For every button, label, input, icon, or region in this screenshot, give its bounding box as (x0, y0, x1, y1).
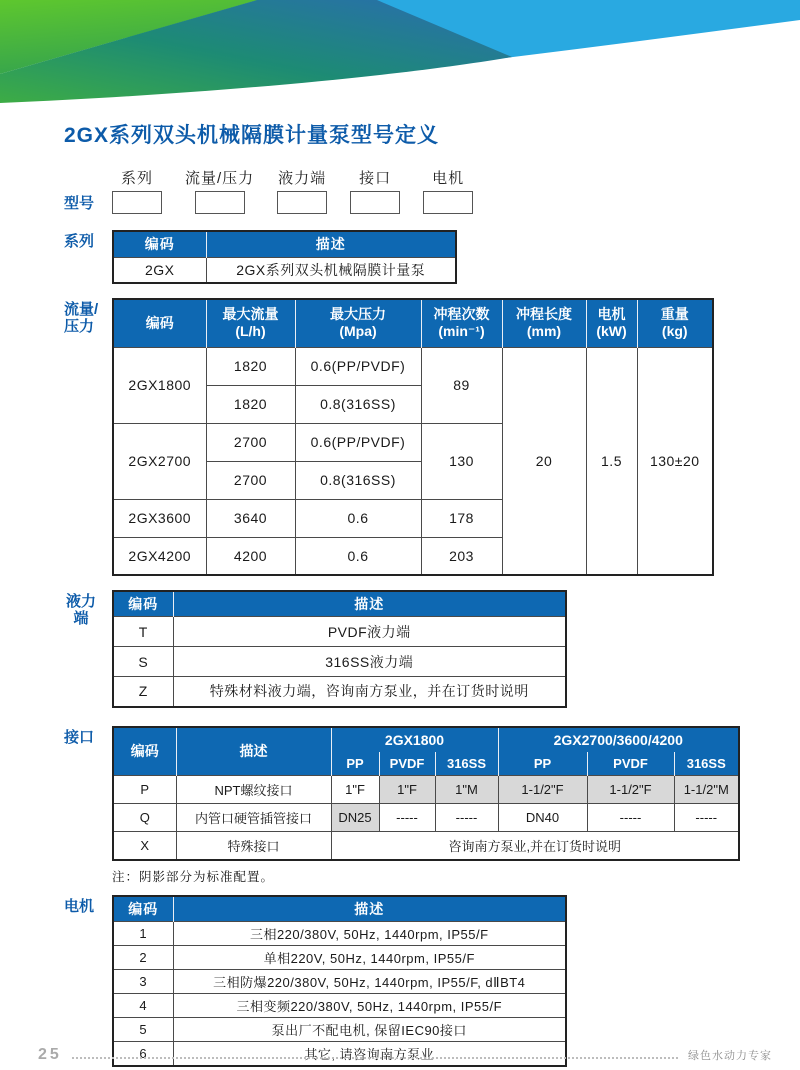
motor-code: 4 (113, 993, 173, 1017)
motor-desc: 泵出厂不配电机, 保留IEC90接口 (173, 1017, 566, 1041)
interface-value: 1-1/2"M (674, 776, 739, 804)
flow-section-label (64, 298, 112, 336)
series-section (64, 230, 800, 284)
flow-maxflow: 2700 (206, 461, 295, 499)
flow-strokes: 178 (421, 499, 502, 537)
flow-section (64, 298, 800, 576)
interface-code: X (113, 832, 176, 860)
hydraulic-col-desc: 描述 (173, 591, 566, 617)
interface-value: ----- (587, 804, 674, 832)
model-slot-hydraulic (277, 167, 327, 214)
interface-desc: NPT螺纹接口 (176, 776, 331, 804)
interface-header-row-groups (113, 727, 739, 752)
footer-slogan: 绿色水动力专家 (688, 1050, 772, 1062)
table-row (113, 677, 566, 707)
interface-value: ----- (379, 804, 435, 832)
hydraulic-code: T (113, 617, 173, 647)
flow-header-row (113, 299, 713, 347)
interface-mat-pvdf-1: PVDF (379, 752, 435, 776)
hydraulic-desc: 316SS液力端 (173, 647, 566, 677)
motor-desc: 单相220V, 50Hz, 1440rpm, IP55/F (173, 945, 566, 969)
hydraulic-code: Z (113, 677, 173, 707)
hydraulic-section-label (64, 590, 112, 628)
flow-maxpressure: 0.8(316SS) (295, 461, 421, 499)
interface-mat-pp-2: PP (498, 752, 587, 776)
interface-value: 1"M (435, 776, 498, 804)
interface-value: DN25 (331, 804, 379, 832)
table-row (113, 1017, 566, 1041)
model-slot-box (112, 191, 162, 214)
flow-maxflow: 3640 (206, 499, 295, 537)
interface-span-text: 咨询南方泵业,并在订货时说明 (331, 832, 739, 860)
flow-maxflow: 1820 (206, 385, 295, 423)
flow-label-line2: 压力 (64, 318, 95, 336)
flow-maxflow: 2700 (206, 423, 295, 461)
slot-label: 接口 (359, 170, 392, 187)
slot-label: 流量/压力 (185, 170, 255, 187)
flow-strokelength: 20 (502, 347, 586, 575)
series-col-code: 编码 (113, 231, 206, 257)
flow-col-strokes: 冲程次数 (min⁻¹) (421, 299, 502, 347)
page-title: 2GX系列双头机械隔膜计量泵型号定义 (64, 124, 440, 147)
model-slot-interface (350, 167, 400, 214)
motor-section-label: 电机 (64, 897, 95, 915)
flow-strokes: 130 (421, 423, 502, 499)
interface-code: Q (113, 804, 176, 832)
series-col-desc: 描述 (206, 231, 456, 257)
standard-config-note: 注：阴影部分为标准配置。 (112, 869, 275, 884)
hydraulic-code: S (113, 647, 173, 677)
model-slots (112, 167, 473, 214)
table-row (113, 969, 566, 993)
hydraulic-desc: 特殊材料液力端，咨询南方泵业，并在订货时说明 (173, 677, 566, 707)
flow-col-maxpressure: 最大压力 (Mpa) (295, 299, 421, 347)
slot-label: 电机 (432, 170, 465, 187)
flow-weight: 130±20 (637, 347, 713, 575)
table-row (113, 945, 566, 969)
flow-maxpressure: 0.6 (295, 537, 421, 575)
motor-code: 2 (113, 945, 173, 969)
interface-group-2gx1800: 2GX1800 (331, 727, 498, 752)
flow-maxpressure: 0.6(PP/PVDF) (295, 347, 421, 385)
interface-col-code: 编码 (113, 727, 176, 776)
interface-section-label: 接口 (64, 728, 95, 746)
table-row (113, 647, 566, 677)
footer-dotted-line (72, 1057, 678, 1059)
hydraulic-label-line2: 端 (73, 610, 89, 628)
table-row (113, 832, 739, 860)
series-table (112, 230, 457, 284)
table-row (113, 921, 566, 945)
interface-value: DN40 (498, 804, 587, 832)
interface-group-2gx2700-3600-4200: 2GX2700/3600/4200 (498, 727, 739, 752)
motor-code: 5 (113, 1017, 173, 1041)
page-footer (0, 1046, 800, 1064)
flow-maxflow: 1820 (206, 347, 295, 385)
flow-code: 2GX3600 (113, 499, 206, 537)
hydraulic-desc: PVDF液力端 (173, 617, 566, 647)
page-content (0, 119, 800, 1067)
motor-desc: 三相变频220/380V, 50Hz, 1440rpm, IP55/F (173, 993, 566, 1017)
model-slot-box (350, 191, 400, 214)
banner-graphic (0, 0, 800, 105)
flow-col-maxflow: 最大流量 (L/h) (206, 299, 295, 347)
motor-desc: 三相220/380V, 50Hz, 1440rpm, IP55/F (173, 921, 566, 945)
flow-code: 2GX4200 (113, 537, 206, 575)
table-row (113, 617, 566, 647)
series-desc: 2GX系列双头机械隔膜计量泵 (206, 257, 456, 283)
series-section-label: 系列 (64, 233, 95, 250)
interface-mat-316ss-2: 316SS (674, 752, 739, 776)
table-row (113, 257, 456, 283)
flow-motor-kw: 1.5 (586, 347, 637, 575)
flow-col-strokelength: 冲程长度 (mm) (502, 299, 586, 347)
motor-desc: 三相防爆220/380V, 50Hz, 1440rpm, IP55/F, dⅡBT4 (173, 969, 566, 993)
hydraulic-label-line1: 液力 (65, 593, 96, 610)
slot-label: 液力端 (278, 170, 327, 187)
hydraulic-table (112, 590, 567, 708)
flow-code: 2GX2700 (113, 423, 206, 499)
interface-value: 1-1/2"F (587, 776, 674, 804)
interface-mat-pvdf-2: PVDF (587, 752, 674, 776)
flow-code: 2GX1800 (113, 347, 206, 423)
hydraulic-col-code: 编码 (113, 591, 173, 617)
motor-code: 1 (113, 921, 173, 945)
flow-strokes: 203 (421, 537, 502, 575)
interface-section (64, 726, 800, 861)
hydraulic-section (64, 590, 800, 708)
motor-table (112, 895, 567, 1067)
motor-code: 3 (113, 969, 173, 993)
interface-code: P (113, 776, 176, 804)
table-row (113, 347, 713, 385)
table-row (113, 804, 739, 832)
model-slot-box (423, 191, 473, 214)
flow-col-weight: 重量 (kg) (637, 299, 713, 347)
flow-maxpressure: 0.6 (295, 499, 421, 537)
model-code-builder (64, 167, 800, 214)
interface-value: ----- (435, 804, 498, 832)
model-slot-box (195, 191, 245, 214)
flow-col-motor: 电机 (kW) (586, 299, 637, 347)
slot-label: 系列 (120, 170, 153, 187)
model-slot-motor (423, 167, 473, 214)
interface-col-desc: 描述 (176, 727, 331, 776)
flow-maxpressure: 0.6(PP/PVDF) (295, 423, 421, 461)
flow-strokes: 89 (421, 347, 502, 423)
interface-mat-pp-1: PP (331, 752, 379, 776)
table-row (113, 776, 739, 804)
motor-section (64, 895, 800, 1067)
series-code: 2GX (113, 257, 206, 283)
model-slot-series (112, 167, 162, 214)
model-slot-flow (185, 167, 254, 214)
flow-col-code: 编码 (113, 299, 206, 347)
flow-maxflow: 4200 (206, 537, 295, 575)
interface-value: 1-1/2"F (498, 776, 587, 804)
flow-table (112, 298, 714, 576)
motor-code: 6 (113, 1041, 173, 1066)
interface-desc: 内管口硬管插管接口 (176, 804, 331, 832)
flow-maxpressure: 0.8(316SS) (295, 385, 421, 423)
flow-label-line1: 流量/ (64, 301, 99, 318)
interface-value: 1"F (379, 776, 435, 804)
table-row (113, 993, 566, 1017)
model-label: 型号 (64, 194, 95, 212)
motor-desc: 其它, 请咨询南方泵业 (173, 1041, 566, 1066)
motor-col-code: 编码 (113, 896, 173, 922)
interface-value: ----- (674, 804, 739, 832)
interface-table (112, 726, 740, 861)
motor-col-desc: 描述 (173, 896, 566, 922)
interface-mat-316ss-1: 316SS (435, 752, 498, 776)
interface-value: 1"F (331, 776, 379, 804)
page-number: 25 (38, 1046, 62, 1063)
model-slot-box (277, 191, 327, 214)
interface-desc: 特殊接口 (176, 832, 331, 860)
